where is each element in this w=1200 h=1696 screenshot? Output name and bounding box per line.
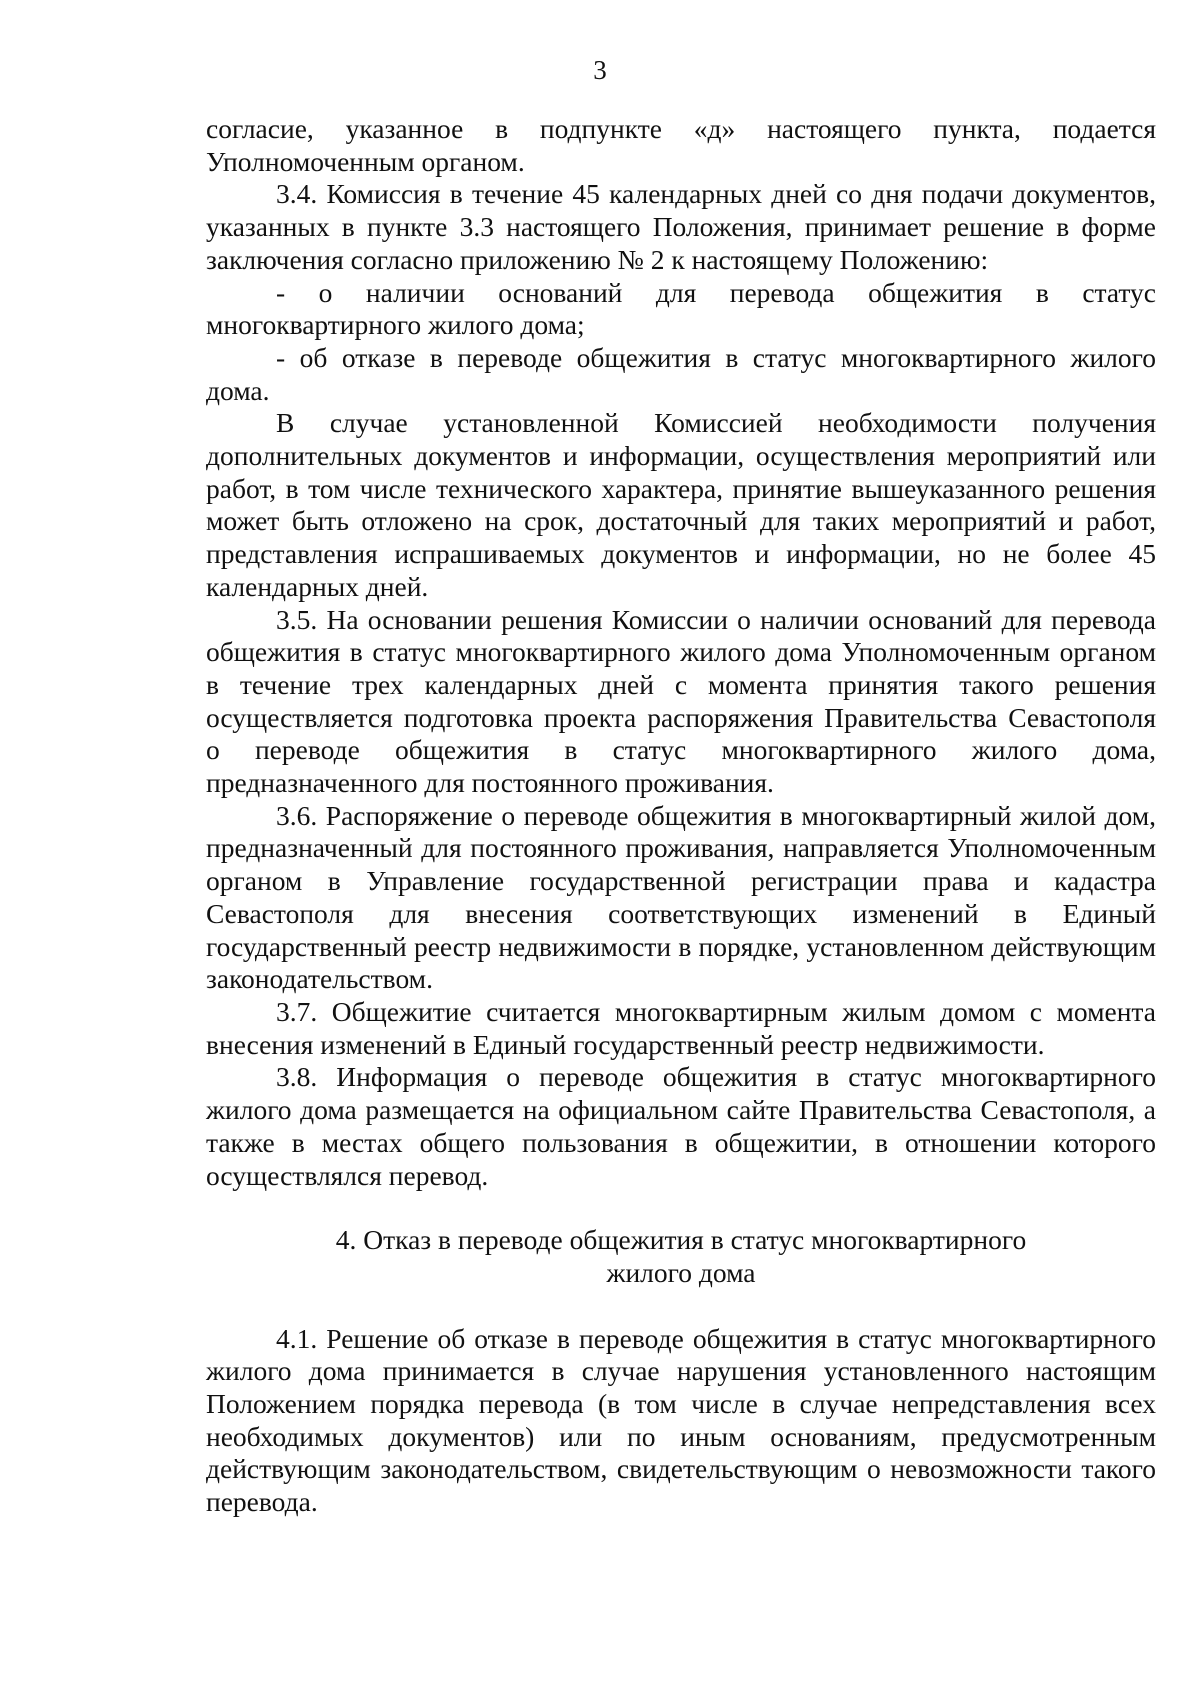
paragraph-3-6: 3.6. Распоряжение о переводе общежития в многоквартирный жилой дом, предназначенный для постоянного проживания, направляется Уполномоченным органом в Управление государственной регистрации права и кадастра Севастополя для внесения соответствующих изменений в Единый государственный реестр недвижимости в порядке, установленном действующим законодательством. — [206, 799, 1156, 995]
paragraph-3-5: 3.5. На основании решения Комиссии о наличии оснований для перевода общежития в статус многоквартирного жилого дома Уполномоченным органом в течение трех календарных дней с момента принятия такого решения осуществляется подготовка проекта распоряжения Правительства Севастополя о переводе общежития в статус многоквартирного жилого дома, предназначенного для постоянного проживания. — [206, 603, 1156, 799]
list-item-refusal: - об отказе в переводе общежития в статус многоквартирного жилого дома. — [206, 341, 1156, 406]
paragraph-3-7: 3.7. Общежитие считается многоквартирным жилым домом с момента внесения изменений в Единый государственный реестр недвижимости. — [206, 995, 1156, 1060]
paragraph-3-8: 3.8. Информация о переводе общежития в статус многоквартирного жилого дома размещается на официальном сайте Правительства Севастополя, а также в местах общего пользования в общежитии, в отношении которого осуществлялся перевод. — [206, 1061, 1156, 1191]
paragraph-3-4: 3.4. Комиссия в течение 45 календарных дней со дня подачи документов, указанных в пункте 3.3 настоящего Положения, принимает решение в форме заключения согласно приложению № 2 к настоящему Положению: — [206, 178, 1156, 275]
document-body — [206, 113, 1156, 1519]
paragraph-consent-continuation: согласие, указанное в подпункте «д» настоящего пункта, подается Уполномоченным органом. — [206, 113, 1156, 177]
paragraph-4-1: 4.1. Решение об отказе в переводе общежития в статус многоквартирного жилого дома принимается в случае нарушения установленного настоящим Положением порядка перевода (в том числе в случае непредставления всех необходимых документов) или по иным основаниям, предусмотренным действующим законодательством, свидетельствующим о невозможности такого перевода. — [206, 1322, 1156, 1518]
list-item-grounds: - о наличии оснований для перевода общежития в статус многоквартирного жилого дома; — [206, 276, 1156, 341]
paragraph-additional-documents: В случае установленной Комиссией необходимости получения дополнительных документов и информации, осуществления мероприятий или работ, в том числе технического характера, принятие вышеуказанного решения может быть отложено на срок, достаточный для таких мероприятий и работ, представления испрашиваемых документов и информации, но не более 45 календарных дней. — [206, 407, 1156, 602]
page-number: 3 — [593, 55, 607, 85]
section-4-heading: 4. Отказ в переводе общежития в статус многоквартирного жилого дома — [335, 1224, 1027, 1288]
